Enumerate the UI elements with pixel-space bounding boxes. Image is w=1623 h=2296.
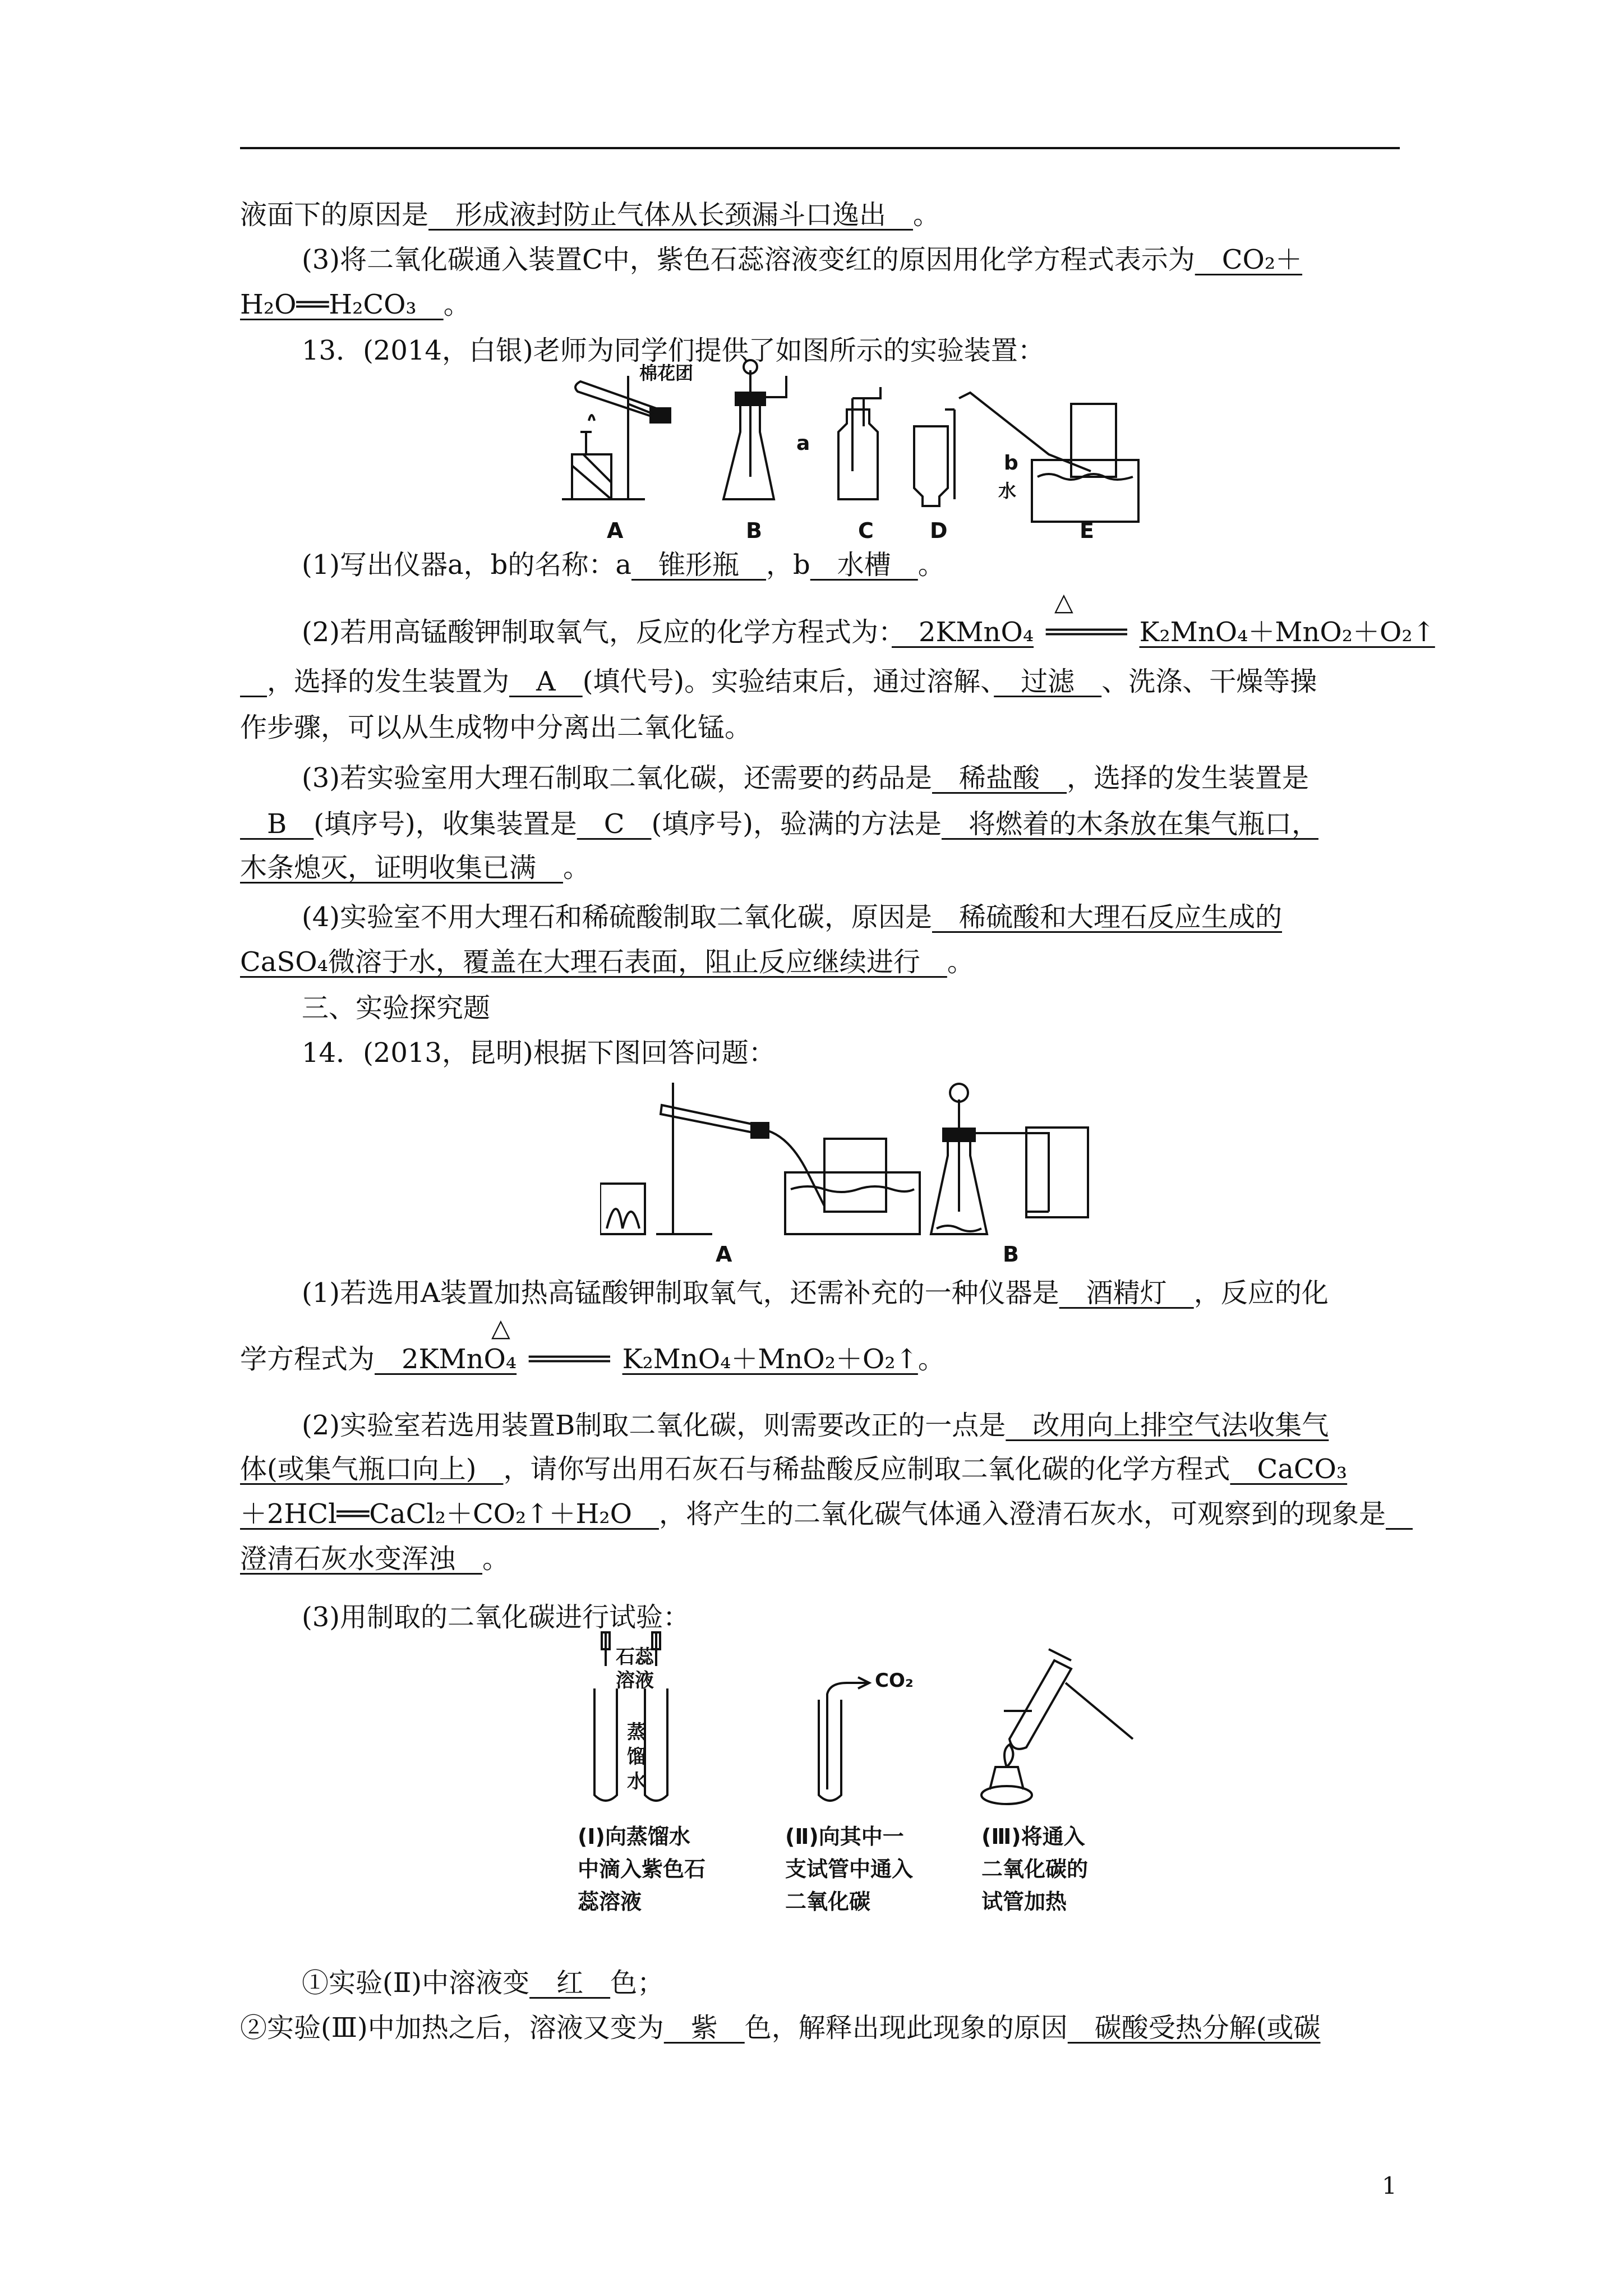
- text-line: [302, 1273, 1400, 1313]
- answer-blank: 木条熄灭，证明收集已满: [240, 852, 564, 884]
- text-line: [302, 1963, 1400, 2003]
- answer-blank: 形成液封防止气体从长颈漏斗口逸出: [428, 199, 914, 231]
- caption-line: 试管加热: [981, 1889, 1067, 1914]
- line-text: (填序号)，验满的方法是: [651, 808, 942, 840]
- answer-blank: 紫: [663, 2012, 745, 2044]
- water-label: 水: [627, 1770, 646, 1793]
- answer-blank: ＋2HCl══CaCl₂＋CO₂↑＋H₂O: [240, 1498, 659, 1530]
- line-text: 色，解释出现此现象的原因: [744, 2012, 1068, 2044]
- figure-co2-experiments: [578, 1627, 1150, 1941]
- line-text: (1)写出仪器a，b的名称：a: [302, 549, 631, 581]
- line-text: 液面下的原因是: [240, 199, 429, 231]
- text-line: [240, 195, 1400, 234]
- caption-experiment-1: [578, 1820, 706, 1918]
- line-text: 。: [913, 199, 940, 231]
- caption-line: 支试管中通入: [785, 1857, 914, 1881]
- answer-blank: 澄清石灰水变浑浊: [240, 1543, 483, 1575]
- text-line: [240, 848, 1400, 887]
- caption-experiment-3: [981, 1820, 1088, 1918]
- figure-13-apparatus: [555, 359, 1183, 544]
- line-text: 。: [563, 852, 591, 884]
- line-text: 三、实验探究题: [302, 992, 491, 1024]
- line-text: (3)将二氧化碳通入装置C中，紫色石蕊溶液变红的原因用化学方程式表示为: [302, 244, 1195, 275]
- label-water: 水: [998, 480, 1017, 501]
- line-text: (填代号)。实验结束后，通过溶解、: [582, 666, 994, 697]
- answer-blank: CaSO₄微溶于水，覆盖在大理石表面，阻止反应继续进行: [240, 946, 947, 978]
- figure-letter: D: [930, 518, 948, 543]
- text-line: [240, 1539, 1400, 1579]
- line-text: ，选择的发生装置是: [1067, 762, 1310, 794]
- figure-letter: B: [1003, 1242, 1019, 1267]
- line-text: ，请你写出用石灰石与稀盐酸反应制取二氧化碳的化学方程式: [503, 1453, 1230, 1485]
- line-text: (3)用制取的二氧化碳进行试验：: [302, 1602, 690, 1633]
- answer-blank: CO₂＋: [1195, 244, 1303, 275]
- co2-label: CO₂: [875, 1669, 914, 1692]
- line-text: 。: [482, 1543, 510, 1575]
- cotton-label: 棉花团: [639, 362, 694, 384]
- header-rule: [240, 147, 1400, 149]
- figure-letter: C: [858, 518, 874, 543]
- equation-sign: ═════: [529, 1343, 610, 1375]
- answer-blank: CaCO₃: [1230, 1453, 1348, 1485]
- water-label: 蒸: [627, 1721, 646, 1743]
- line-text: ，b: [766, 549, 810, 581]
- line-text: ①实验(Ⅱ)中溶液变: [302, 1967, 530, 1999]
- answer-blank: 稀盐酸: [932, 762, 1067, 794]
- equation-sign: ═════: [1046, 616, 1127, 648]
- label-b: b: [1004, 452, 1018, 475]
- answer-blank: 2KMnO₄: [892, 616, 1034, 648]
- figure-letter: B: [746, 518, 762, 543]
- line-text: 。: [443, 289, 471, 320]
- answer-blank: 锥形瓶: [631, 549, 766, 581]
- line-text: 。: [947, 946, 974, 978]
- answer-blank: K₂MnO₄＋MnO₂＋O₂↑: [1139, 616, 1435, 648]
- answer-blank: 水槽: [810, 549, 918, 581]
- line-text: 色；: [610, 1967, 665, 1999]
- text-line: [240, 2008, 1400, 2047]
- caption-experiment-2: [785, 1820, 913, 1918]
- text-line: [302, 758, 1400, 798]
- line-text: ，反应的化: [1193, 1277, 1329, 1309]
- text-line: [302, 545, 1400, 585]
- line-text: ，将产生的二氧化碳气体通入澄清石灰水，可观察到的现象是: [658, 1498, 1386, 1530]
- line-text: 作步骤，可以从生成物中分离出二氧化锰。: [240, 712, 752, 743]
- line-text: (4)实验室不用大理石和稀硫酸制取二氧化碳，原因是: [302, 901, 932, 933]
- caption-line: (Ⅰ)向蒸馏水: [578, 1824, 690, 1849]
- figure-14-apparatus: [600, 1077, 1172, 1268]
- line-text: ，选择的发生装置为: [267, 666, 510, 697]
- text-line: [240, 1494, 1400, 1534]
- answer-blank: [240, 666, 267, 697]
- litmus-label: 石蕊: [616, 1646, 654, 1668]
- line-text: 学方程式为: [240, 1343, 375, 1375]
- text-line: [302, 898, 1400, 937]
- line-text: 。: [917, 549, 945, 581]
- caption-line: 中滴入紫色石: [578, 1857, 706, 1881]
- figure-letter: E: [1080, 518, 1094, 543]
- answer-blank: 将燃着的木条放在集气瓶口，: [941, 808, 1318, 840]
- line-text: (1)若选用A装置加热高锰酸钾制取氧气，还需补充的一种仪器是: [302, 1277, 1059, 1309]
- answer-blank: 酒精灯: [1059, 1277, 1194, 1309]
- caption-line: (Ⅲ)将通入: [981, 1824, 1085, 1849]
- line-text: 13．(2014，白银)老师为同学们提供了如图所示的实验装置：: [302, 335, 1045, 366]
- answer-blank: 体(或集气瓶口向上): [240, 1453, 504, 1485]
- answer-blank: 过滤: [994, 666, 1102, 697]
- text-line: [240, 708, 1400, 747]
- line-text: (3)若实验室用大理石制取二氧化碳，还需要的药品是: [302, 762, 932, 794]
- answer-blank: 稀硫酸和大理石反应生成的: [932, 901, 1283, 933]
- answer-blank: A: [509, 666, 583, 697]
- heat-symbol: △: [491, 1314, 510, 1342]
- label-a: a: [796, 432, 810, 455]
- text-line: [302, 1406, 1400, 1445]
- figure-letter: A: [716, 1242, 732, 1267]
- answer-blank: C: [577, 808, 652, 840]
- line-text: (2)若用高锰酸钾制取氧气，反应的化学方程式为：: [302, 616, 892, 648]
- text-line: [240, 662, 1400, 701]
- caption-line: 二氧化碳: [785, 1889, 871, 1914]
- caption-line: (Ⅱ)向其中一: [785, 1824, 904, 1849]
- question-heading: [302, 1033, 1400, 1073]
- line-text: 。: [917, 1343, 945, 1375]
- text-line: [240, 942, 1400, 982]
- answer-blank: 红: [529, 1967, 611, 1999]
- text-line: [302, 240, 1400, 279]
- text-line: [240, 1340, 1400, 1379]
- answer-blank: K₂MnO₄＋MnO₂＋O₂↑: [622, 1343, 918, 1375]
- section-heading: [302, 988, 1400, 1028]
- figure-letter: A: [607, 518, 624, 543]
- answer-blank: 改用向上排空气法收集气: [1006, 1410, 1329, 1441]
- caption-line: 二氧化碳的: [981, 1857, 1089, 1881]
- answer-blank: 2KMnO₄: [375, 1343, 517, 1375]
- water-label: 馏: [627, 1746, 646, 1768]
- answer-blank: B: [240, 808, 314, 840]
- line-text: (填序号)，收集装置是: [313, 808, 577, 840]
- answer-blank: [1386, 1498, 1413, 1530]
- text-line: [240, 285, 1400, 324]
- line-text: 14．(2013，昆明)根据下图回答问题：: [302, 1037, 776, 1069]
- text-line: [240, 1450, 1400, 1489]
- line-text: ②实验(Ⅲ)中加热之后，溶液又变为: [240, 2012, 664, 2044]
- text-line: [302, 613, 1435, 652]
- page-number: 1: [1382, 2172, 1397, 2200]
- line-text: (2)实验室若选用装置B制取二氧化碳，则需要改正的一点是: [302, 1410, 1006, 1441]
- answer-blank: H₂O══H₂CO₃: [240, 289, 444, 320]
- heat-symbol: △: [1054, 588, 1073, 616]
- line-text: 、洗涤、干燥等操: [1101, 666, 1317, 697]
- caption-line: 蕊溶液: [578, 1889, 642, 1914]
- text-line: [240, 804, 1400, 844]
- answer-blank: 碳酸受热分解(或碳: [1067, 2012, 1321, 2044]
- litmus-label: 溶液: [616, 1669, 654, 1692]
